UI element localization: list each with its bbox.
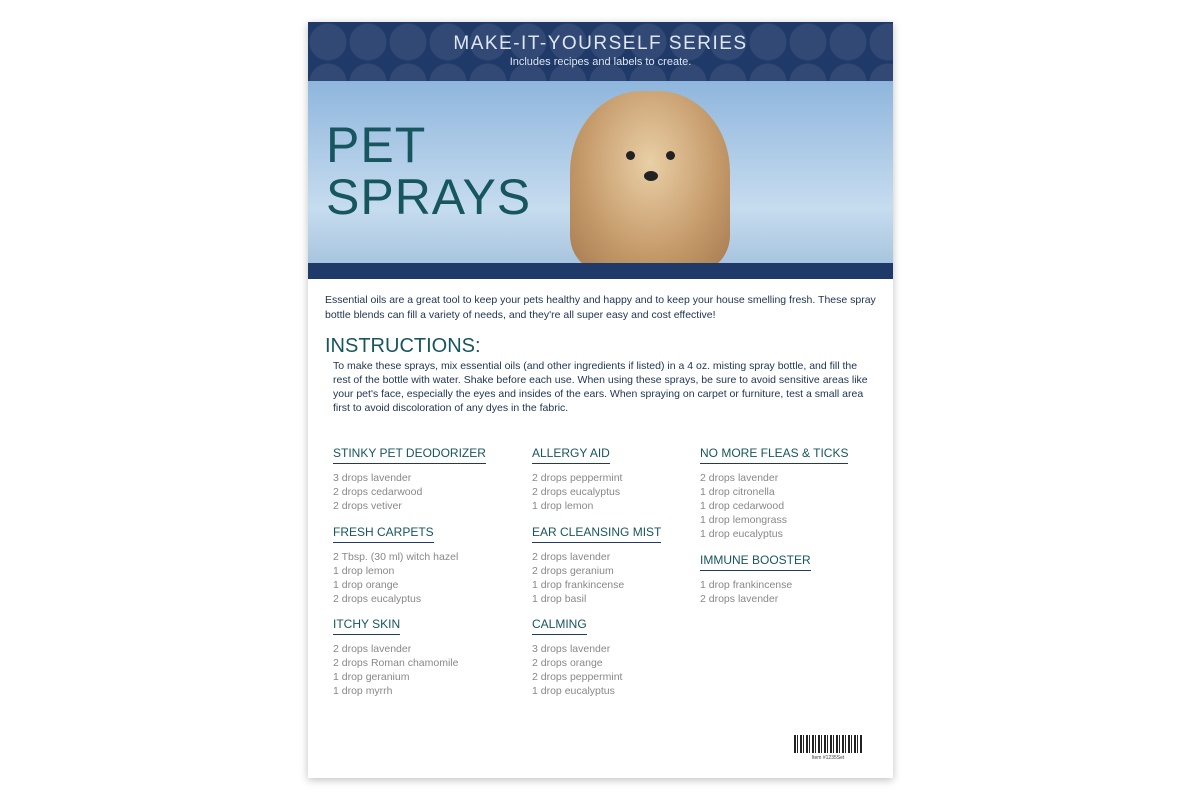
recipe-ingredient: 2 drops lavender <box>333 643 412 655</box>
recipe-title: IMMUNE BOOSTER <box>700 553 811 571</box>
dog-photo <box>570 91 730 263</box>
series-subtitle: Includes recipes and labels to create. <box>509 56 692 68</box>
recipe <box>532 444 622 513</box>
recipe-ingredient: 2 drops lavender <box>532 551 611 563</box>
series-banner <box>308 22 893 81</box>
recipe-ingredient: 2 drops vetiver <box>333 500 402 512</box>
recipe-ingredient: 1 drop geranium <box>333 671 410 683</box>
recipe-ingredient: 1 drop eucalyptus <box>532 685 615 697</box>
recipe-title: EAR CLEANSING MIST <box>532 525 661 543</box>
recipe-ingredient: 1 drop eucalyptus <box>700 528 783 540</box>
recipe-ingredient: 1 drop frankincense <box>532 579 625 591</box>
barcode <box>794 735 862 753</box>
recipe-ingredient: 2 drops geranium <box>532 565 614 577</box>
recipe-ingredient: 1 drop cedarwood <box>700 500 785 512</box>
recipe-ingredient: 2 drops peppermint <box>532 671 623 683</box>
recipe-ingredient: 2 drops lavender <box>700 593 779 605</box>
page-title <box>326 119 531 223</box>
document-page <box>308 22 893 778</box>
recipe <box>700 444 848 541</box>
recipe <box>700 551 811 606</box>
recipe-ingredient: 2 drops lavender <box>700 472 779 484</box>
recipe-ingredient: 2 drops peppermint <box>532 472 623 484</box>
item-number: Item #1235Set <box>811 755 845 761</box>
recipe-ingredient: 1 drop citronella <box>700 486 775 498</box>
recipe <box>532 523 661 606</box>
recipe-title: STINKY PET DEODORIZER <box>333 446 486 464</box>
recipe <box>333 615 458 698</box>
title-line-1: PET <box>326 117 427 173</box>
recipe-ingredient: 1 drop basil <box>532 593 587 605</box>
recipe-title: FRESH CARPETS <box>333 525 434 543</box>
recipe <box>532 615 622 698</box>
recipe-ingredient: 2 drops eucalyptus <box>333 593 422 605</box>
series-title: MAKE-IT-YOURSELF SERIES <box>453 33 748 54</box>
recipe-ingredient: 2 drops Roman chamomile <box>333 657 459 669</box>
recipe-ingredient: 1 drop lemon <box>532 500 594 512</box>
dog-nose <box>644 171 658 181</box>
recipe-ingredient: 2 drops orange <box>532 657 603 669</box>
recipe-ingredient: 1 drop orange <box>333 579 399 591</box>
recipe-ingredient: 1 drop lemon <box>333 565 395 577</box>
recipe-ingredient: 2 drops eucalyptus <box>532 486 621 498</box>
intro-text: Essential oils are a great tool to keep your pets healthy and happy and to keep your house smelling fresh. These spray bottle blends can fill a variety of needs, and they're all super easy and cost effective! <box>325 294 876 321</box>
recipe-title: ITCHY SKIN <box>333 617 400 635</box>
recipe-title: NO MORE FLEAS & TICKS <box>700 446 848 464</box>
recipe <box>333 523 458 606</box>
recipe-ingredient: 3 drops lavender <box>333 472 412 484</box>
title-line-2: SPRAYS <box>326 169 532 225</box>
recipe-title: ALLERGY AID <box>532 446 610 464</box>
instructions-text: To make these sprays, mix essential oils (and other ingredients if listed) in a 4 oz. misting spray bottle, and fill the rest of the bottle with water. Shake before each use. When using these sprays, be sure to avoid sensitive areas like your pet's face, especially the eyes and insides of the ears. When spraying on carpet or furniture, test a small area first to avoid discoloration of any dyes in the fabric. <box>333 360 868 414</box>
divider-strip <box>308 263 893 279</box>
recipe-ingredient: 3 drops lavender <box>532 643 611 655</box>
dog-eye <box>626 151 635 160</box>
recipe-ingredient: 1 drop myrrh <box>333 685 393 697</box>
recipe-title: CALMING <box>532 617 587 635</box>
dog-eye <box>666 151 675 160</box>
recipe-ingredient: 2 drops cedarwood <box>333 486 423 498</box>
recipe-ingredient: 1 drop frankincense <box>700 579 793 591</box>
recipe-ingredient: 1 drop lemongrass <box>700 514 787 526</box>
recipe <box>333 444 486 513</box>
instructions-heading: INSTRUCTIONS: <box>325 335 481 357</box>
hero-image <box>308 81 893 263</box>
recipe-ingredient: 2 Tbsp. (30 ml) witch hazel <box>333 551 459 563</box>
